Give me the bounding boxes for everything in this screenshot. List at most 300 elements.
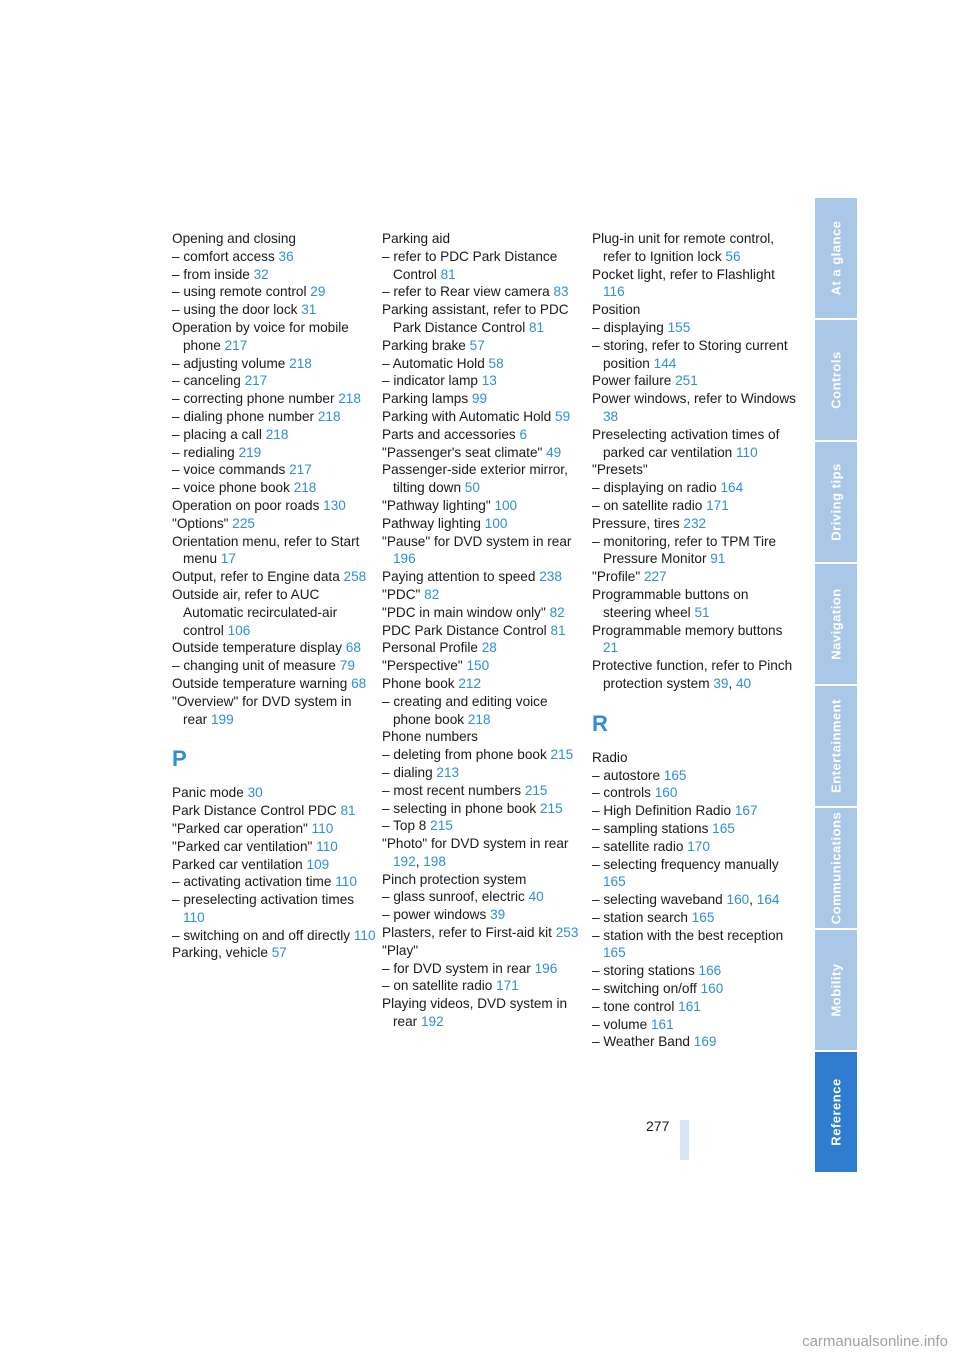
index-entry — [382, 977, 587, 995]
page-ref-link[interactable]: 100 — [494, 497, 518, 513]
index-entry — [172, 927, 377, 945]
index-entry-text: – dialing phone number — [172, 408, 315, 424]
index-entry-text: – deleting from phone book — [382, 747, 547, 763]
page-ref-link[interactable]: 215 — [430, 818, 453, 834]
index-entry — [592, 319, 797, 337]
index-entry — [382, 515, 587, 533]
index-entry — [592, 909, 797, 927]
index-entry — [382, 871, 587, 889]
page-ref-separator: , — [728, 675, 733, 691]
index-entry-text: – selecting in phone book — [382, 800, 537, 816]
tab-navigation[interactable] — [815, 564, 857, 684]
index-entry — [592, 230, 797, 266]
index-entry — [382, 960, 587, 978]
index-entry-text: – using the door lock — [172, 302, 298, 318]
index-entry-text: – Automatic Hold — [382, 355, 485, 371]
page-ref-link[interactable]: 164 — [756, 892, 780, 908]
index-entry-text: – switching on/off — [592, 981, 697, 997]
index-entry-text: Pathway lighting — [382, 515, 481, 531]
index-entry-text: – station with the best reception — [592, 927, 784, 943]
index-entry — [592, 515, 797, 533]
page-ref-link[interactable]: 79 — [339, 658, 355, 674]
index-entry-text: – Top 8 — [382, 818, 427, 834]
index-entry — [172, 586, 377, 639]
index-entry — [382, 390, 587, 408]
page-ref-link[interactable]: 50 — [464, 480, 480, 496]
index-entry — [172, 355, 377, 373]
page-ref-link[interactable]: 36 — [278, 248, 294, 264]
page-ref-link[interactable]: 110 — [183, 909, 205, 925]
index-entry-text: Parking lamps — [382, 391, 469, 407]
index-entry — [382, 639, 587, 657]
page-ref-link[interactable]: 215 — [550, 747, 574, 763]
page-ref-link[interactable]: 165 — [603, 945, 626, 961]
index-entry — [172, 248, 377, 266]
index-entry-text: – activating activation time — [172, 874, 332, 890]
index-entry — [382, 782, 587, 800]
page-ref-link[interactable]: 130 — [323, 497, 346, 513]
page-ref-link[interactable]: 38 — [603, 408, 619, 424]
index-entry — [172, 372, 377, 390]
page-ref-link[interactable]: 39 — [713, 675, 729, 691]
page-ref-link[interactable]: 100 — [484, 515, 508, 531]
page-ref-link[interactable]: 199 — [210, 711, 234, 727]
index-entry-text: – power windows — [382, 907, 487, 923]
index-entry-text: Parking with Automatic Hold — [382, 408, 552, 424]
page-ref-link[interactable]: 192 — [420, 1014, 444, 1030]
tab-label: Navigation — [828, 588, 844, 660]
page-ref-link[interactable]: 232 — [683, 515, 707, 531]
page-ref-link[interactable]: 99 — [471, 391, 488, 407]
index-entry-text: – refer to PDC Park Distance Control — [382, 248, 558, 282]
index-entry — [592, 1016, 797, 1034]
index-entry — [592, 390, 797, 426]
index-entry-text: – storing stations — [592, 963, 695, 979]
index-entry-text: "Overview" for DVD system in rear — [172, 693, 352, 727]
index-entry-text: Paying attention to speed — [382, 569, 536, 585]
page-ref-link[interactable]: 218 — [467, 711, 491, 727]
page-ref-link[interactable]: 91 — [710, 551, 726, 567]
index-entry-text: – controls — [592, 785, 651, 801]
index-entry-text: Plug-in unit for remote control, refer to Ignition lock — [592, 231, 775, 264]
index-entry — [172, 784, 377, 802]
index-entry-text: Pinch protection system — [382, 871, 527, 887]
page-ref-link[interactable]: 13 — [481, 373, 497, 389]
index-entry — [592, 1033, 797, 1051]
tab-label: Reference — [828, 1078, 844, 1146]
index-entry-text: – switching on and off directly — [172, 927, 351, 943]
index-entry — [592, 479, 797, 497]
tab-mobility[interactable] — [815, 930, 857, 1050]
page-ref-link[interactable]: 213 — [436, 764, 460, 780]
index-entry — [382, 408, 587, 426]
index-entry-text: "Presets" — [592, 462, 648, 478]
index-entry — [382, 301, 587, 337]
index-entry — [382, 817, 587, 835]
index-entry — [592, 784, 797, 802]
chapter-tabs — [815, 198, 857, 1174]
index-entry-text: – voice phone book — [172, 480, 290, 496]
index-entry-text: Orientation menu, refer to Start menu — [172, 533, 360, 567]
index-entry-text: – correcting phone number — [172, 391, 335, 407]
index-entry-text: – comfort access — [172, 248, 275, 264]
index-entry — [172, 266, 377, 284]
page-ref-link[interactable]: 56 — [725, 248, 741, 264]
page-ref-link[interactable]: 238 — [539, 569, 562, 585]
index-entry — [382, 461, 587, 497]
tab-communications[interactable] — [815, 808, 857, 928]
page-ref-link[interactable]: 165 — [603, 874, 626, 890]
index-entry — [172, 390, 377, 408]
index-entry-text: – satellite radio — [592, 838, 684, 854]
page-number-bar — [680, 1120, 689, 1160]
index-entry — [382, 995, 587, 1031]
index-entry — [172, 444, 377, 462]
page-ref-link[interactable]: 217 — [289, 462, 312, 478]
index-entry-text: "Pathway lighting" — [382, 497, 491, 513]
page-ref-link[interactable]: 110 — [736, 444, 758, 460]
index-entry-text: Operation by voice for mobile phone — [172, 319, 349, 353]
index-entry — [592, 372, 797, 390]
index-entry — [592, 838, 797, 856]
page-ref-link[interactable]: 155 — [667, 319, 691, 335]
index-entry-text: Position — [592, 302, 641, 318]
page-ref-link[interactable]: 198 — [423, 853, 446, 869]
index-entry-text: "Profile" — [592, 569, 641, 585]
index-entry — [172, 838, 377, 856]
page-ref-link[interactable]: 215 — [524, 782, 548, 798]
index-entry-text: – on satellite radio — [592, 497, 703, 513]
page-ref-link[interactable]: 170 — [687, 838, 710, 854]
index-entry-text: "Parked car operation" — [172, 820, 308, 836]
index-entry — [592, 657, 797, 693]
index-entry — [172, 479, 377, 497]
index-entry — [592, 998, 797, 1016]
index-entry — [382, 533, 587, 569]
page-ref-link[interactable]: 49 — [546, 444, 562, 460]
index-entry — [382, 675, 587, 693]
page-ref-link[interactable]: 83 — [553, 284, 569, 300]
tab-entertainment[interactable] — [815, 686, 857, 806]
page-number: 277 — [646, 1118, 670, 1134]
index-entry-text: – selecting frequency manually — [592, 856, 779, 872]
index-entry-text: Panic mode — [172, 785, 244, 801]
index-entry — [172, 693, 377, 729]
index-section-letter: R — [592, 710, 608, 736]
index-entry — [172, 283, 377, 301]
index-entry — [172, 873, 377, 891]
index-entry-text: Parking brake — [382, 337, 466, 353]
index-entry-text: Parking, vehicle — [172, 945, 268, 961]
index-entry-text: Programmable memory buttons — [592, 622, 783, 638]
index-entry — [382, 622, 587, 640]
index-entry — [592, 568, 797, 586]
index-entry — [382, 746, 587, 764]
index-entry-text: – storing, refer to Storing current position — [592, 337, 788, 371]
index-entry-text: Parking assistant, refer to PDC Park Distance Control — [382, 302, 569, 335]
index-entry-text: Outside temperature warning — [172, 675, 348, 691]
page-ref-link[interactable]: 109 — [306, 856, 330, 872]
index-entry — [172, 230, 377, 248]
index-entry-text: – displaying on radio — [592, 480, 717, 496]
tab-label: Controls — [828, 351, 844, 409]
page-ref-link[interactable]: 160 — [726, 892, 750, 908]
page-ref-link[interactable]: 253 — [555, 925, 579, 941]
page-ref-link[interactable]: 31 — [301, 302, 317, 318]
index-entry-text: "Photo" for DVD system in rear — [382, 836, 569, 852]
index-entry-text: – redialing — [172, 444, 235, 460]
index-entry-text: – adjusting volume — [172, 355, 286, 371]
page-ref-link[interactable]: 165 — [691, 909, 715, 925]
page-ref-link[interactable]: 6 — [519, 426, 528, 442]
page-ref-link[interactable]: 219 — [238, 444, 262, 460]
index-entry-text: Preselecting activation times of parked car ventilation — [592, 426, 780, 460]
page-ref-link[interactable]: 161 — [678, 998, 701, 1014]
index-entry — [382, 497, 587, 515]
index-entry-text: – for DVD system in rear — [382, 960, 531, 976]
index-entry-text: "PDC in main window only" — [382, 604, 546, 620]
page-ref-link[interactable]: 82 — [424, 586, 440, 602]
index-entry-text: – changing unit of measure — [172, 658, 336, 674]
index-entry — [172, 461, 377, 479]
index-entry-text: "Perspective" — [382, 658, 463, 674]
index-entry — [592, 820, 797, 838]
page-ref-link[interactable]: 164 — [720, 480, 744, 496]
page-ref-link[interactable]: 81 — [440, 266, 456, 282]
page-ref-link[interactable]: 218 — [265, 426, 289, 442]
index-entry — [382, 693, 587, 729]
index-entry-text: – placing a call — [172, 426, 262, 442]
page-ref-link[interactable]: 258 — [343, 569, 367, 585]
page-ref-link[interactable]: 171 — [706, 497, 729, 513]
page-ref-link[interactable]: 110 — [311, 820, 334, 836]
index-entry-text: Power windows, refer to Windows — [592, 391, 796, 407]
page-ref-link[interactable]: 218 — [289, 355, 312, 371]
index-entry — [592, 962, 797, 980]
page-ref-link[interactable]: 82 — [549, 604, 565, 620]
page-ref-link[interactable]: 110 — [335, 874, 357, 890]
page-ref-link[interactable]: 196 — [393, 551, 416, 567]
index-entry — [382, 888, 587, 906]
index-entry — [382, 942, 587, 960]
page-ref-link[interactable]: 251 — [675, 373, 698, 389]
index-entry-text: – High Definition Radio — [592, 803, 732, 819]
page-ref-link[interactable]: 160 — [654, 785, 678, 801]
page-ref-link[interactable]: 81 — [550, 622, 566, 638]
index-entry — [592, 980, 797, 998]
index-entry — [382, 764, 587, 782]
tab-at-a-glance[interactable] — [815, 198, 857, 318]
index-entry-text: "Pause" for DVD system in rear — [382, 533, 572, 549]
page-ref-link[interactable]: 217 — [224, 337, 248, 353]
index-entry-text: "PDC" — [382, 586, 421, 602]
index-entry — [382, 800, 587, 818]
page-ref-link[interactable]: 110 — [316, 838, 338, 854]
page-ref-link[interactable]: 217 — [244, 373, 268, 389]
index-entry-text: Parts and accessories — [382, 426, 516, 442]
page-ref-link[interactable]: 169 — [693, 1034, 717, 1050]
index-entry — [592, 767, 797, 785]
index-entry — [382, 426, 587, 444]
index-entry — [172, 515, 377, 533]
index-entry — [382, 248, 587, 284]
page-ref-link[interactable]: 218 — [293, 480, 317, 496]
index-entry — [592, 266, 797, 302]
index-entry — [592, 301, 797, 319]
page-ref-link[interactable]: 150 — [466, 658, 490, 674]
page-ref-link[interactable]: 218 — [338, 391, 361, 407]
page-ref-link[interactable]: 40 — [736, 675, 752, 691]
index-entry-text: – on satellite radio — [382, 978, 493, 994]
index-entry-text: Personal Profile — [382, 640, 478, 656]
index-entry — [592, 891, 797, 909]
page-ref-link[interactable]: 215 — [539, 800, 563, 816]
index-section-letter: P — [172, 746, 187, 772]
page-ref-link[interactable]: 106 — [227, 622, 251, 638]
index-entry-text: – monitoring, refer to TPM Tire Pressure Monitor — [592, 533, 777, 567]
index-entry — [382, 835, 587, 871]
index-column-1 — [172, 230, 377, 962]
index-entry-text: Phone book — [382, 675, 455, 691]
index-entry — [172, 319, 377, 355]
index-entry-text: – Weather Band — [592, 1034, 690, 1050]
index-entry — [382, 657, 587, 675]
index-entry-text: Programmable buttons on steering wheel — [592, 586, 749, 620]
page-ref-link[interactable]: 57 — [271, 945, 287, 961]
page-ref-link[interactable]: 227 — [643, 569, 667, 585]
page-ref-link[interactable]: 40 — [528, 889, 544, 905]
index-entry-text: "Parked car ventilation" — [172, 838, 313, 854]
index-entry-text: – indicator lamp — [382, 373, 478, 389]
index-entry — [172, 657, 377, 675]
index-entry-text: – refer to Rear view camera — [382, 284, 550, 300]
index-column-3 — [592, 230, 797, 1051]
index-entry — [592, 586, 797, 622]
index-entry-text: "Options" — [172, 515, 229, 531]
page-ref-link[interactable]: 110 — [353, 927, 376, 943]
index-entry-text: "Play" — [382, 942, 419, 958]
index-entry — [592, 927, 797, 963]
page-ref-link[interactable]: 116 — [603, 284, 625, 300]
tab-label: Driving tips — [828, 463, 844, 541]
index-entry — [172, 426, 377, 444]
page-ref-link[interactable]: 29 — [310, 284, 326, 300]
page-ref-link[interactable]: 68 — [345, 640, 361, 656]
index-entry-text: Playing videos, DVD system in rear — [382, 996, 568, 1030]
page-ref-link[interactable]: 166 — [698, 963, 722, 979]
index-entry-text: – volume — [592, 1016, 648, 1032]
index-entry-text: Outside temperature display — [172, 640, 343, 656]
index-entry-text: Plasters, refer to First-aid kit — [382, 925, 552, 941]
index-entry-text: Pressure, tires — [592, 515, 680, 531]
page-ref-link[interactable]: 17 — [220, 551, 236, 567]
page-ref-link[interactable]: 32 — [253, 266, 269, 282]
tab-driving-tips[interactable] — [815, 442, 857, 562]
index-entry-text: – selecting waveband — [592, 892, 723, 908]
tab-label: Entertainment — [828, 699, 844, 793]
index-entry — [592, 337, 797, 373]
index-entry-text: – autostore — [592, 767, 661, 783]
page-ref-link[interactable]: 218 — [317, 408, 341, 424]
index-entry — [382, 586, 587, 604]
page-ref-link[interactable]: 28 — [481, 640, 497, 656]
index-entry — [592, 497, 797, 515]
index-entry-text: Protective function, refer to Pinch protection system — [592, 658, 793, 691]
index-entry — [382, 728, 587, 746]
page-ref-link[interactable]: 144 — [653, 355, 677, 371]
tab-controls[interactable] — [815, 320, 857, 440]
page-ref-link[interactable]: 59 — [555, 408, 571, 424]
index-entry-text: Operation on poor roads — [172, 497, 320, 513]
index-entry — [172, 891, 377, 927]
page-ref-link[interactable]: 39 — [490, 907, 506, 923]
index-entry-text: Outside air, refer to AUC Automatic recirculated-air control — [172, 586, 338, 638]
index-entry-text: – using remote control — [172, 284, 307, 300]
page-ref-link[interactable]: 212 — [458, 675, 482, 691]
page-ref-link[interactable]: 81 — [529, 319, 545, 335]
index-entry-text: – station search — [592, 909, 688, 925]
page-ref-link[interactable]: 81 — [340, 803, 356, 819]
index-entry — [382, 372, 587, 390]
index-entry-text: – creating and editing voice phone book — [382, 693, 548, 727]
page-ref-link[interactable]: 165 — [663, 767, 687, 783]
index-entry-text: Phone numbers — [382, 729, 478, 745]
index-entry — [592, 461, 797, 479]
index-entry-text: Pocket light, refer to Flashlight — [592, 266, 775, 282]
index-entry-text: PDC Park Distance Control — [382, 622, 547, 638]
index-entry — [172, 533, 377, 569]
page-ref-link[interactable]: 192 — [393, 853, 416, 869]
page-ref-link[interactable]: 165 — [712, 820, 735, 836]
page-ref-link[interactable]: 161 — [650, 1016, 674, 1032]
index-entry — [382, 230, 587, 248]
index-entry — [592, 533, 797, 569]
index-entry-text: – most recent numbers — [382, 782, 522, 798]
page-ref-link[interactable]: 51 — [694, 604, 710, 620]
index-entry — [172, 820, 377, 838]
tab-label: Communications — [828, 811, 844, 925]
index-entry-text: "Passenger's seat climate" — [382, 444, 543, 460]
index-entry — [172, 568, 377, 586]
index-entry — [592, 426, 797, 462]
index-entry-text: – tone control — [592, 998, 675, 1014]
index-entry — [172, 301, 377, 319]
page-ref-link[interactable]: 167 — [734, 803, 758, 819]
index-entry-text: – displaying — [592, 319, 664, 335]
index-entry — [382, 604, 587, 622]
page-ref-link[interactable]: 68 — [351, 675, 367, 691]
index-entry — [382, 568, 587, 586]
page-ref-link[interactable]: 57 — [469, 337, 485, 353]
index-entry-text: Radio — [592, 749, 628, 765]
tab-reference[interactable] — [815, 1052, 857, 1172]
index-entry-text: – canceling — [172, 373, 241, 389]
page-ref-link[interactable]: 58 — [488, 355, 504, 371]
page-ref-link[interactable]: 171 — [496, 978, 519, 994]
page-ref-link[interactable]: 160 — [700, 981, 724, 997]
index-entry-text: Output, refer to Engine data — [172, 569, 340, 585]
page-ref-link[interactable]: 196 — [534, 960, 558, 976]
page-ref-separator: , — [749, 892, 753, 908]
page-ref-link[interactable]: 225 — [232, 515, 255, 531]
index-entry — [382, 355, 587, 373]
index-entry — [382, 924, 587, 942]
index-entry — [382, 906, 587, 924]
page-ref-link[interactable]: 21 — [603, 640, 619, 656]
page-ref-link[interactable]: 30 — [247, 785, 263, 801]
watermark: carmanualsonline.info — [802, 1333, 948, 1350]
index-entry-text: – glass sunroof, electric — [382, 889, 525, 905]
